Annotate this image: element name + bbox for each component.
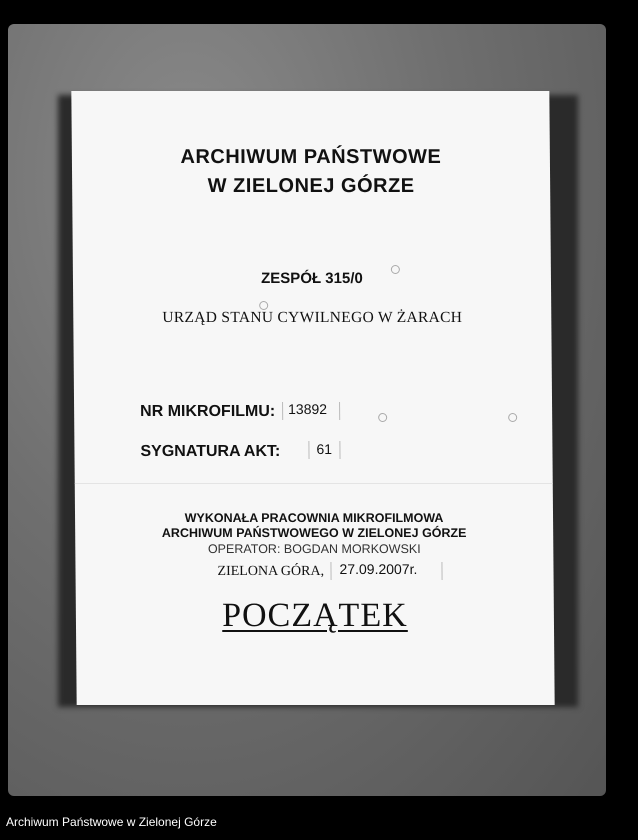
start-heading: POCZĄTEK: [221, 597, 408, 634]
title-sheet: [71, 91, 554, 705]
date-text: 27.09.2007r.: [339, 561, 418, 577]
speck: [508, 413, 517, 422]
archive-title-line1: ARCHIWUM PAŃSTWOWE: [180, 146, 442, 168]
place-text: ZIELONA GÓRA,: [217, 564, 325, 579]
signature-value: 61: [316, 441, 333, 457]
microfilm-value: 13892: [288, 401, 328, 417]
speck: [391, 265, 400, 274]
fond-number: ZESPÓŁ 315/0: [261, 270, 363, 287]
speck: [259, 301, 268, 310]
footer-caption: Archiwum Państwowe w Zielonej Górze: [6, 815, 217, 829]
fold-line: [75, 483, 553, 484]
microfilm-label: NR MIKROFILMU:: [140, 403, 276, 420]
speck: [378, 413, 387, 422]
operator-line: OPERATOR: BOGDAN MORKOWSKI: [207, 542, 421, 556]
archive-title-line2: W ZIELONEJ GÓRZE: [207, 175, 415, 197]
made-by-line1: WYKONAŁA PRACOWNIA MIKROFILMOWA: [184, 511, 444, 525]
signature-label: SYGNATURA AKT:: [140, 443, 281, 460]
made-by-line2: ARCHIWUM PAŃSTWOWEGO W ZIELONEJ GÓRZE: [161, 526, 467, 540]
office-name: URZĄD STANU CYWILNEGO W ŻARACH: [162, 309, 463, 326]
